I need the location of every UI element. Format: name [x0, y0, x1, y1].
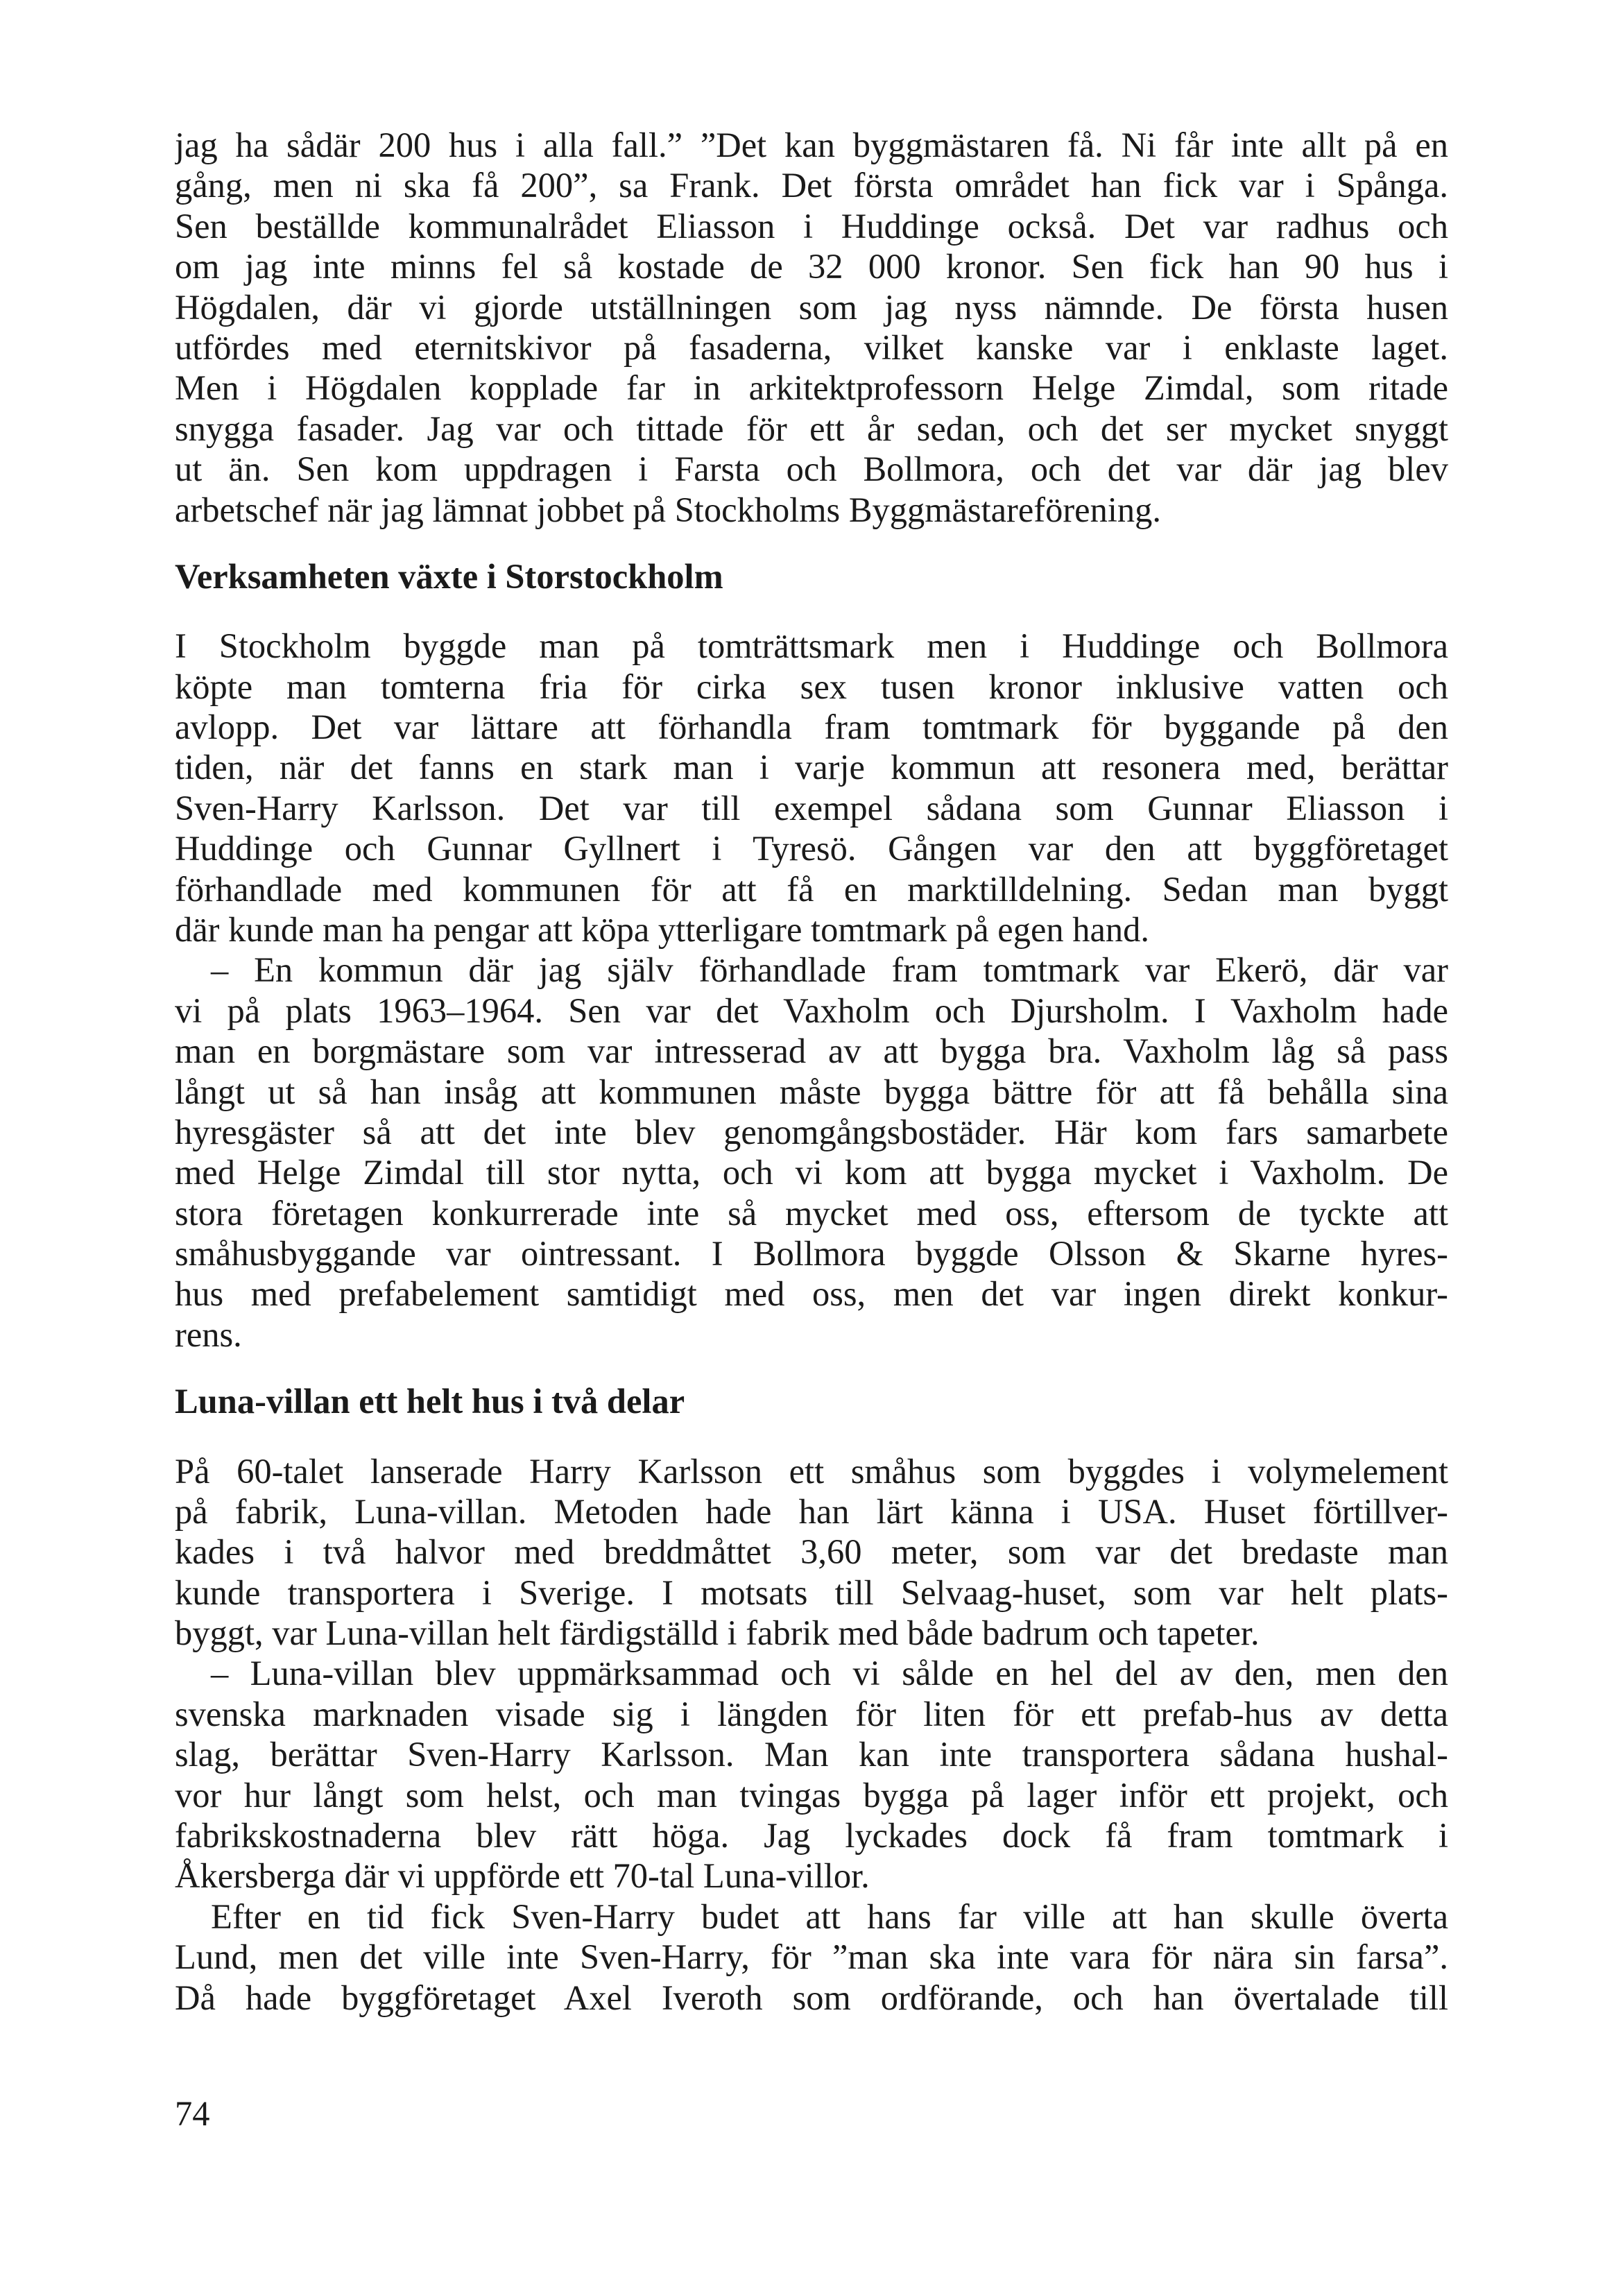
text-line: kades i två halvor med breddmåttet 3,60 meter, som var det bredaste man — [175, 1532, 1448, 1572]
text-line: Lund, men det ville inte Sven-Harry, för ”man ska inte vara för nära sin farsa”. — [175, 1937, 1448, 1977]
text-line: jag ha sådär 200 hus i alla fall.” ”Det kan byggmästaren få. Ni får inte allt på en — [175, 126, 1448, 164]
text-line: kunde transportera i Sverige. I motsats till Selvaag-huset, som var helt plats- — [175, 1573, 1448, 1612]
text-line: I Stockholm byggde man på tomträttsmark men i Huddinge och Bollmora — [175, 626, 1448, 666]
text-line: gång, men ni ska få 200”, sa Frank. Det första området han fick var i Spånga. — [175, 166, 1448, 205]
section-1-paragraph-2 — [175, 950, 1448, 1355]
page-body — [175, 125, 1448, 2018]
section-2-paragraph-3 — [175, 1896, 1448, 2018]
text-line: arbetschef när jag lämnat jobbet på Stockholms Byggmästareförening. — [175, 490, 1161, 529]
text-line: man en borgmästare som var intresserad av att bygga bra. Vaxholm låg så pass — [175, 1031, 1448, 1071]
text-line: om jag inte minns fel så kostade de 32 000 kronor. Sen fick han 90 hus i — [175, 247, 1448, 286]
text-line: vi på plats 1963–1964. Sen var det Vaxholm och Djursholm. I Vaxholm hade — [175, 991, 1448, 1030]
text-line: Då hade byggföretaget Axel Iveroth som ordförande, och han övertalade till — [175, 1978, 1448, 2017]
text-line: utfördes med eternitskivor på fasaderna, vilket kanske var i enklaste laget. — [175, 327, 1448, 367]
text-line: byggt, var Luna-villan helt färdigställd i fabrik med både badrum och tapeter. — [175, 1613, 1260, 1653]
text-line: Sen beställde kommunalrådet Eliasson i Huddinge också. Det var radhus och — [175, 206, 1448, 246]
text-line: med Helge Zimdal till stor nytta, och vi kom att bygga mycket i Vaxholm. De — [175, 1153, 1448, 1192]
text-line: ut än. Sen kom uppdragen i Farsta och Bollmora, och det var där jag blev — [175, 449, 1448, 489]
text-line: Efter en tid fick Sven-Harry budet att hans far ville att han skulle överta — [211, 1896, 1448, 1936]
text-line: rens. — [175, 1314, 242, 1354]
text-line: på fabrik, Luna-villan. Metoden hade han lärt känna i USA. Huset förtillver- — [175, 1491, 1448, 1531]
text-line: Sven-Harry Karlsson. Det var till exempel sådana som Gunnar Eliasson i — [175, 788, 1448, 828]
text-line: Men i Högdalen kopplade far in arkitektprofessorn Helge Zimdal, som ritade — [175, 368, 1448, 408]
text-line: snygga fasader. Jag var och tittade för ett år sedan, och det ser mycket snyggt — [175, 409, 1448, 448]
section-2-paragraph-1 — [175, 1451, 1448, 1654]
page-number: 74 — [175, 2094, 210, 2133]
text-line: svenska marknaden visade sig i längden för liten för ett prefab-hus av detta — [175, 1694, 1448, 1733]
text-line: stora företagen konkurrerade inte så mycket med oss, eftersom de tyckte att — [175, 1193, 1448, 1233]
text-line: långt ut så han insåg att kommunen måste bygga bättre för att få behålla sina — [175, 1072, 1448, 1111]
text-line: – Luna-villan blev uppmärksammad och vi sålde en hel del av den, men den — [211, 1654, 1448, 1693]
text-line: hyresgäster så att det inte blev genomgångsbostäder. Här kom fars samarbete — [175, 1112, 1448, 1151]
text-line: – En kommun där jag själv förhandlade fram tomtmark var Ekerö, där var — [211, 950, 1448, 990]
text-line: hus med prefabelement samtidigt med oss, men det var ingen direkt konkur- — [175, 1274, 1448, 1314]
text-line: På 60-talet lanserade Harry Karlsson ett småhus som byggdes i volymelement — [175, 1451, 1448, 1491]
text-line: fabrikskostnaderna blev rätt höga. Jag lyckades dock få fram tomtmark i — [175, 1816, 1448, 1856]
section-heading: Luna-villan ett helt hus i två delar — [175, 1382, 685, 1421]
text-line: Huddinge och Gunnar Gyllnert i Tyresö. Gången var den att byggföretaget — [175, 829, 1448, 868]
text-line: småhusbyggande var ointressant. I Bollmora byggde Olsson & Skarne hyres- — [175, 1234, 1448, 1274]
section-1-paragraph-1 — [175, 626, 1448, 950]
text-line: avlopp. Det var lättare att förhandla fram tomtmark för byggande på den — [175, 707, 1448, 746]
section-2-paragraph-2 — [175, 1653, 1448, 1896]
text-line: där kunde man ha pengar att köpa ytterligare tomtmark på egen hand. — [175, 909, 1150, 949]
text-line: Högdalen, där vi gjorde utställningen som jag nyss nämnde. De första husen — [175, 287, 1448, 327]
text-line: förhandlade med kommunen för att få en marktilldelning. Sedan man byggt — [175, 869, 1448, 909]
text-line: Åkersberga där vi uppförde ett 70-tal Luna-villor. — [175, 1856, 870, 1896]
section-heading: Verksamheten växte i Storstockholm — [175, 556, 723, 596]
text-line: köpte man tomterna fria för cirka sex tusen kronor inklusive vatten och — [175, 667, 1448, 706]
intro-paragraph — [175, 125, 1448, 530]
text-line: tiden, när det fanns en stark man i varje kommun att resonera med, berättar — [175, 748, 1448, 787]
text-line: slag, berättar Sven-Harry Karlsson. Man kan inte transportera sådana hushal- — [175, 1735, 1448, 1774]
text-line: vor hur långt som helst, och man tvingas bygga på lager inför ett projekt, och — [175, 1775, 1448, 1815]
